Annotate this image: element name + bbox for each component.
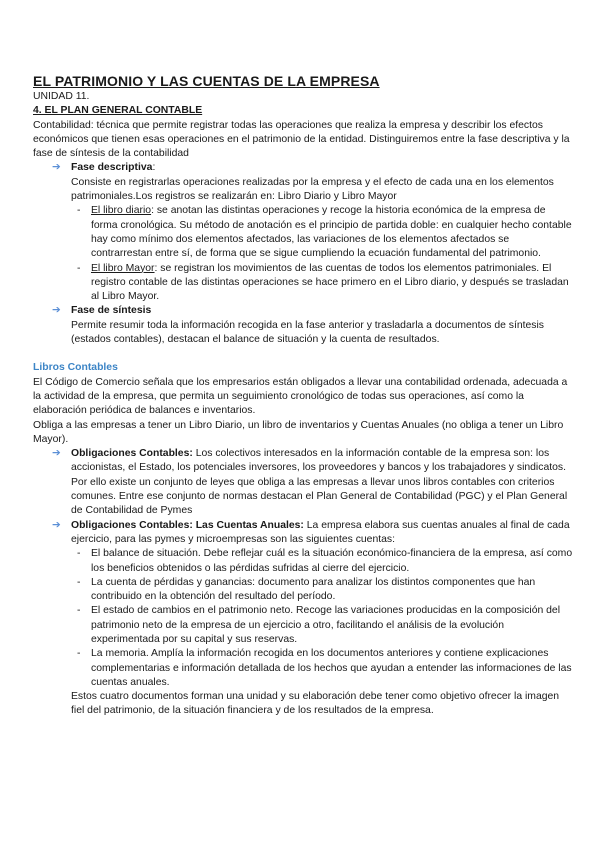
arrow-icon: ➔ [52,162,61,174]
fase-sintesis-label: Fase de síntesis [71,305,152,317]
libro-mayor-item [33,262,573,305]
cuenta-item [33,576,573,605]
cuentas-anuales-item [33,519,573,548]
dash-bullet: - [77,605,81,617]
fase-sintesis-item [33,304,573,347]
cuenta-item-text: El estado de cambios en el patrimonio neto. Recoge las variaciones producidas en la composición del patrimonio neto de la empresa de un ejercicio a otro, facilitando el análisis de la evolución experimentada por su capital y sus reservas. [91,605,561,645]
obligaciones-label: Obligaciones Contables: [71,448,193,460]
cuenta-item-text: La memoria. Amplía la información recogida en los documentos anteriores y contiene explicaciones complementarias e información detallada de los hechos que ayudan a entender las informaciones de las cuentas anuales. [91,648,572,688]
fase-descriptiva-item [33,161,573,204]
cuentas-anuales-text: La empresa elabora sus cuentas anuales al final de cada ejercicio, para las pymes y microempresas son las siguientes cuentas: [71,519,570,545]
closing-paragraph: Estos cuatro documentos forman una unidad y su elaboración debe tener como objetivo ofrecer la imagen fiel del patrimonio, de la situación financiera y de los resultados de la empresa. [71,691,560,717]
cuentas-anuales-label: Obligaciones Contables: Las Cuentas Anuales: [71,519,304,531]
obligaciones-text: Los colectivos interesados en la información contable de la empresa son: los accionistas, el Estado, los potenciales inversores, los proveedores y bancos y los trabajadores y sindicatos. Por ello existe un conjunto de leyes que obliga a las empresas a llevar unos libros contables con criterios comunes. Entre ese conjunto de normas destacan el Plan General de Contabilidad (PGC) y el Plan General de Contabilidad de Pymes [71,448,568,517]
libros-paragraph-1: El Código de Comercio señala que los empresarios están obligados a llevar una contabilidad ordenada, adecuada a la actividad de la empresa, que permita un seguimiento cronológico de todas sus operaciones, así como la elaboración periódica de balances e inventarios. [33,376,568,417]
dash-bullet: - [77,576,81,588]
fase-descriptiva-text: Consiste en registrarlas operaciones realizadas por la empresa y el efecto de cada una en los elementos patrimoniales.Los registros se realizarán en: Libro Diario y Libro Mayor [71,176,554,203]
cuenta-item-text: El balance de situación. Debe reflejar cuál es la situación económico-financiera de la empresa, así como los beneficios obtenidos o las pérdidas sufridas al cierre del ejercicio. [91,548,573,574]
cuenta-item [33,547,573,576]
fase-descriptiva-label: Fase descriptiva [71,162,153,174]
cuenta-item [33,604,573,647]
arrow-icon: ➔ [52,305,61,317]
obligaciones-item [33,447,573,518]
fase-descriptiva-colon: : [152,162,156,174]
dash-bullet: - [77,262,81,274]
libro-mayor-label: El libro Mayor [91,262,155,274]
unit-label: UNIDAD 11. [33,91,90,102]
libro-diario-text: : se anotan las distintas operaciones y recoge la historia económica de la empresa de forma cronológica. Su método de anotación es el principio de partida doble: en cualquier hecho contable hay como mínimo dos elementos afectados, las variaciones de los elementos afectados se contrarrestan entre sí, de forma que se sigue cumpliendo la ecuación fundamental del patrimonio. [91,205,572,260]
document-page [33,72,573,719]
intro-paragraph: Contabilidad: técnica que permite registrar todas las operaciones que realiza la empresa y describir los efectos económicos que tienen esas operaciones en el patrimonio de la entidad. Distinguiremos entre la fase descriptiva y la fase de síntesis de la contabilidad [33,119,570,160]
section-heading: 4. EL PLAN GENERAL CONTABLE [33,105,203,117]
fase-sintesis-text: Permite resumir toda la información recogida en la fase anterior y trasladarla a documentos de síntesis (estados contables), destacan el balance de situación y la cuenta de resultados. [71,319,545,346]
libro-diario-item [33,204,573,261]
arrow-icon: ➔ [52,448,61,460]
document-title: EL PATRIMONIO Y LAS CUENTAS DE LA EMPRESA [33,73,380,89]
libro-diario-label: El libro diario [91,205,152,217]
arrow-icon: ➔ [52,519,61,531]
libros-paragraph-2: Obliga a las empresas a tener un Libro Diario, un libro de inventarios y Cuentas Anuales (no obliga a tener un Libro Mayor). [33,419,564,445]
dash-bullet: - [77,205,81,217]
libro-mayor-text: : se registran los movimientos de las cuentas de todos los elementos patrimoniales. El registro contable de las distintas operaciones se hace primero en el Libro diario, y después se trasladan al Libro Mayor. [91,262,569,303]
dash-bullet: - [77,648,81,660]
cuenta-item [33,647,573,690]
libros-contables-heading: Libros Contables [33,362,118,374]
cuenta-item-text: La cuenta de pérdidas y ganancias: documento para analizar los distintos componentes que han contribuido en la obtención del resultado del período. [91,576,536,603]
dash-bullet: - [77,548,81,560]
